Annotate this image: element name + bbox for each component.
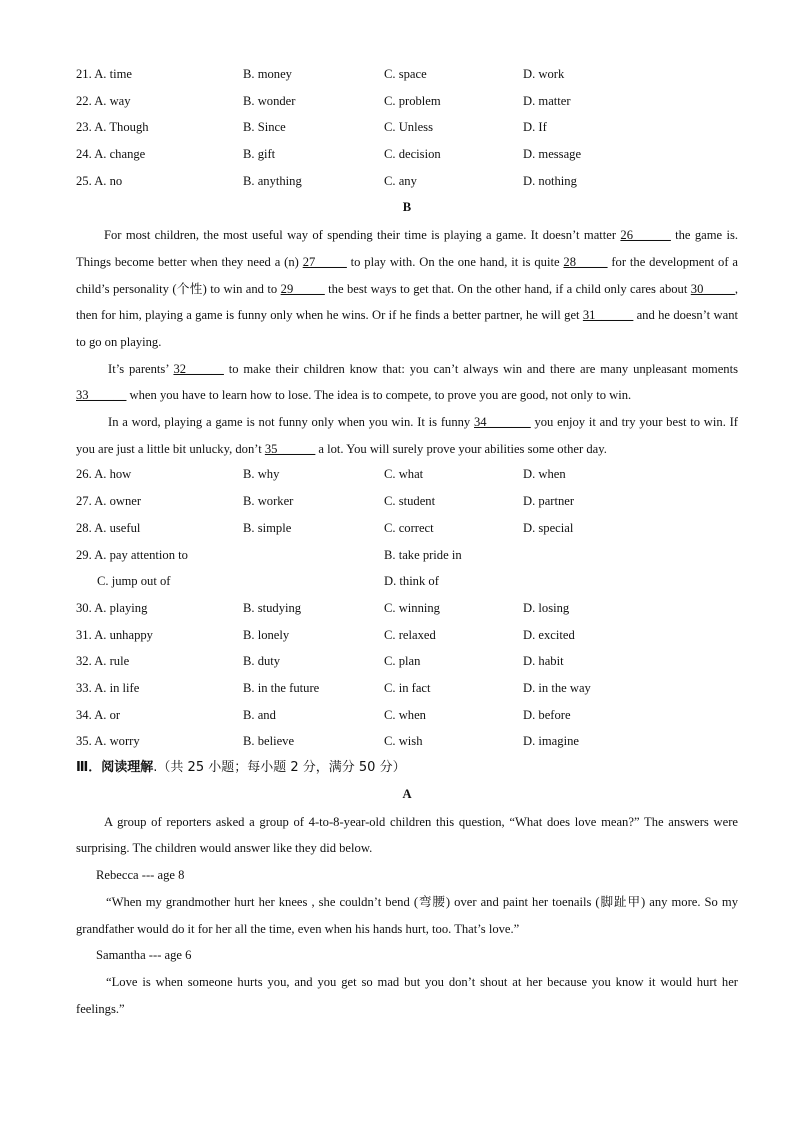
option-a: 23. A. Though	[76, 120, 149, 135]
option-b: B. in the future	[243, 680, 320, 695]
section-b-heading: B	[402, 200, 412, 215]
option-d: D. If	[523, 120, 547, 135]
section-iii-title: Ⅲ．阅读理解	[76, 760, 154, 776]
option-a: 29. A. pay attention to	[76, 547, 188, 562]
blank-28: 28_____	[563, 254, 608, 269]
text: you enjoy it and try your best to win. If you are just a little bit unlucky, don’t	[76, 415, 738, 456]
option-d: D. before	[523, 707, 571, 722]
option-c: C. plan	[384, 654, 421, 669]
option-b: B. duty	[243, 654, 281, 669]
option-a: 32. A. rule	[76, 654, 130, 669]
option-c: C. relaxed	[384, 627, 436, 642]
option-b: B. wonder	[243, 93, 296, 108]
options-group-26-28	[76, 462, 738, 542]
speaker-samantha: Samantha --- age 6	[96, 948, 192, 963]
option-a: 27. A. owner	[76, 494, 142, 509]
option-d: D. losing	[523, 600, 570, 615]
option-c: C. winning	[384, 600, 440, 615]
option-d: D. matter	[523, 93, 571, 108]
blank-34: 34_______	[474, 415, 531, 430]
question-35-options	[76, 729, 738, 756]
option-b: B. why	[243, 467, 280, 482]
blank-26: 26______	[620, 228, 671, 243]
option-a: 22. A. way	[76, 93, 131, 108]
option-c: C. student	[384, 494, 436, 509]
option-d: D. message	[523, 147, 582, 162]
option-b: B. money	[243, 67, 292, 81]
option-a: 21. A. time	[76, 67, 132, 81]
blank-35: 35______	[264, 441, 316, 456]
blank-32: 32______	[173, 361, 224, 376]
section-iii-note: .（共 25 小题；每小题 2 分，满分 50 分）	[153, 760, 406, 776]
option-d: D. when	[523, 467, 566, 482]
question-30-options	[76, 596, 738, 623]
text: a lot. You will surely prove your abilities some other day.	[315, 441, 607, 456]
question-29-options-row-2	[76, 569, 738, 596]
option-c: C. wish	[384, 734, 423, 749]
text: to play with. On the one hand, it is quite	[346, 254, 564, 269]
blank-31: 31______	[582, 308, 634, 323]
question-22-options	[76, 89, 738, 116]
option-b: B. gift	[243, 147, 276, 162]
option-c: C. correct	[384, 520, 434, 535]
option-a: 34. A. or	[76, 707, 121, 722]
option-d: D. imagine	[523, 734, 579, 749]
text: For most children, the most useful way of spending their time is playing a game. It doesn’t matter	[104, 228, 621, 243]
option-c: C. when	[384, 707, 426, 722]
question-28-options	[76, 516, 738, 543]
question-33-options	[76, 676, 738, 703]
question-21-options	[76, 62, 738, 89]
option-c: C. decision	[384, 147, 441, 162]
option-d: D. habit	[523, 654, 564, 669]
question-27-options	[76, 489, 738, 516]
blank-33: 33______	[76, 388, 127, 403]
option-a: 26. A. how	[76, 467, 132, 482]
passage-b-paragraph-1	[76, 222, 738, 356]
option-c: C. Unless	[384, 120, 433, 135]
option-c: C. space	[384, 67, 427, 81]
worksheet-page	[76, 62, 738, 1022]
option-d: D. excited	[523, 627, 575, 642]
option-c: C. what	[384, 467, 424, 482]
text: and he doesn’t want to go on playing.	[76, 308, 738, 349]
option-d: D. nothing	[523, 173, 577, 188]
option-a: 35. A. worry	[76, 734, 140, 749]
text: for the development of a child’s personality (个性) to win and to	[76, 254, 738, 296]
section-iii-heading	[76, 756, 738, 782]
text: when you have to learn how to lose. The idea is to compete, to prove you are good, not only to win.	[126, 388, 632, 403]
option-b: B. anything	[243, 173, 302, 188]
option-b: B. lonely	[243, 627, 290, 642]
question-34-options	[76, 703, 738, 730]
option-a: 24. A. change	[76, 147, 146, 162]
option-c: C. jump out of	[97, 574, 171, 589]
options-group-21-25	[76, 62, 738, 195]
question-26-options	[76, 462, 738, 489]
speaker-rebecca: Rebecca --- age 8	[96, 868, 185, 883]
option-c: C. problem	[384, 93, 441, 108]
option-d: D. think of	[384, 574, 439, 589]
text: the game is. Things become better when they need a (n)	[76, 228, 738, 269]
blank-29: 29_____	[280, 281, 325, 296]
option-b: B. Since	[243, 120, 286, 135]
section-a-heading: A	[402, 787, 412, 802]
text: , then for him, playing a game is funny only when he wins. Or if he finds a better partner, he will get	[76, 281, 738, 323]
blank-30: 30_____	[690, 281, 735, 296]
option-d: D. special	[523, 520, 574, 535]
question-31-options	[76, 623, 738, 650]
option-b: B. and	[243, 707, 276, 722]
quote-samantha: “Love is when someone hurts you, and you get so mad but you don’t shout at her because you know it would hurt her feelings.”	[76, 974, 738, 1016]
passage-a-intro: A group of reporters asked a group of 4-to-8-year-old children this question, “What does love mean?” The answers were surprising. The children would answer like they did below.	[76, 814, 738, 856]
option-a: 33. A. in life	[76, 680, 140, 695]
option-d: D. in the way	[523, 680, 591, 695]
question-24-options	[76, 142, 738, 169]
option-b: B. take pride in	[384, 547, 462, 562]
blank-27: 27_____	[302, 254, 347, 269]
option-c: C. any	[384, 173, 417, 188]
question-29-options-row-1	[76, 543, 738, 570]
option-a: 25. A. no	[76, 173, 123, 188]
passage-b-paragraph-3	[76, 409, 738, 462]
option-a: 30. A. playing	[76, 600, 148, 615]
passage-b-paragraph-2	[76, 356, 738, 409]
option-c: C. in fact	[384, 680, 431, 695]
option-b: B. worker	[243, 494, 294, 509]
option-a: 31. A. unhappy	[76, 627, 153, 642]
question-25-options	[76, 169, 738, 196]
option-d: D. partner	[523, 494, 575, 509]
question-32-options	[76, 649, 738, 676]
option-a: 28. A. useful	[76, 520, 141, 535]
option-b: B. studying	[243, 600, 302, 615]
text: In a word, playing a game is not funny only when you win. It is funny	[108, 415, 474, 430]
text: the best ways to get that. On the other hand, if a child only cares about	[324, 281, 691, 296]
option-b: B. believe	[243, 734, 295, 749]
question-23-options	[76, 115, 738, 142]
text: to make their children know that: you can’t always win and there are many unpleasant moments	[223, 361, 738, 376]
text: It’s parents’	[108, 361, 174, 376]
option-d: D. work	[523, 67, 565, 81]
options-group-30-35	[76, 596, 738, 756]
option-b: B. simple	[243, 520, 292, 535]
quote-rebecca: “When my grandmother hurt her knees , she couldn’t bend (弯腰) over and paint her toenails (脚趾甲) any more. So my grandfather would do it for her all the time, even when his hands hurt, too. That’s love.”	[76, 894, 738, 936]
